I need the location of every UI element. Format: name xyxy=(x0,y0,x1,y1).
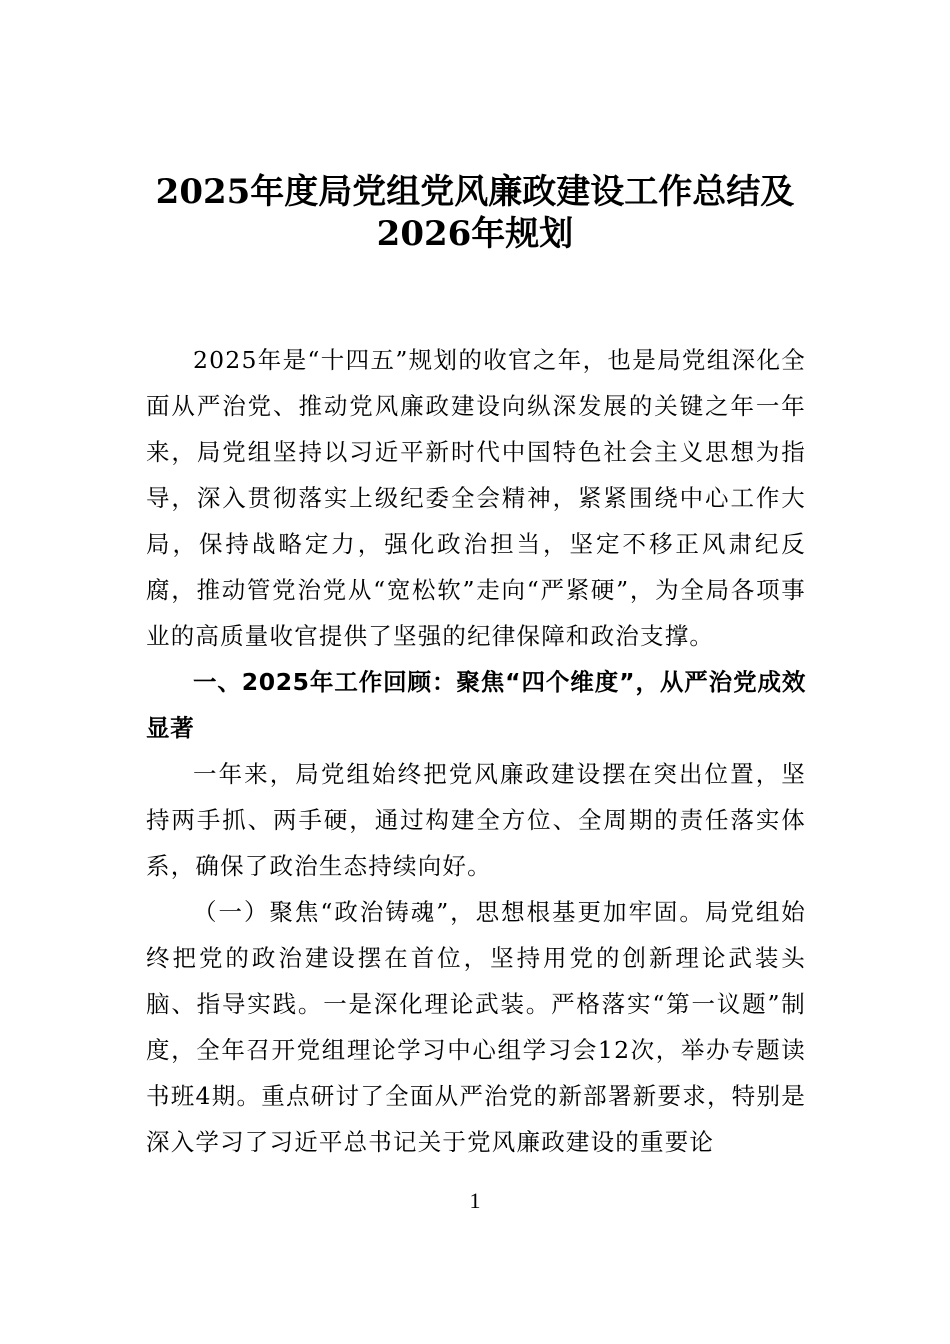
subsection-1-paragraph xyxy=(146,889,806,1165)
section-heading-1: 一、2025年工作回顾：聚焦“四个维度”，从严治党成效显著 xyxy=(146,668,806,742)
subsection-1-text: 局党组始终把党的政治建设摆在首位，坚持用党的创新理论武装头脑、指导实践。一是深化理论武装。严格落实“第一议题”制度，全年召开党组理论学习中心组学习会12次，举办专题读书班4期。重点研讨了全面从严治党的新部署新要求，特别是深入学习了习近平总书记关于党风廉政建设的重要论 xyxy=(146,898,806,1156)
document-title-line-1: 2025年度局党组党风廉政建设工作总结及 xyxy=(155,172,795,212)
section-1-paragraph: 一年来，局党组始终把党风廉政建设摆在突出位置，坚持两手抓、两手硬，通过构建全方位、全周期的责任落实体系，确保了政治生态持续向好。 xyxy=(146,760,806,880)
document-body xyxy=(146,337,806,1165)
subsection-1-lead: （一）聚焦“政治铸魂”，思想根基更加牢固。 xyxy=(193,898,705,926)
intro-paragraph: 2025年是“十四五”规划的收官之年，也是局党组深化全面从严治党、推动党风廉政建设向纵深发展的关键之年一年来，局党组坚持以习近平新时代中国特色社会主义思想为指导，深入贯彻落实上级纪委全会精神，紧紧围绕中心工作大局，保持战略定力，强化政治担当，坚定不移正风肃纪反腐，推动管党治党从“宽松软”走向“严紧硬”，为全局各项事业的高质量收官提供了坚强的纪律保障和政治支撑。 xyxy=(146,346,806,650)
page-number: 1 xyxy=(469,1188,481,1213)
document-title-line-2: 2026年规划 xyxy=(376,214,574,254)
